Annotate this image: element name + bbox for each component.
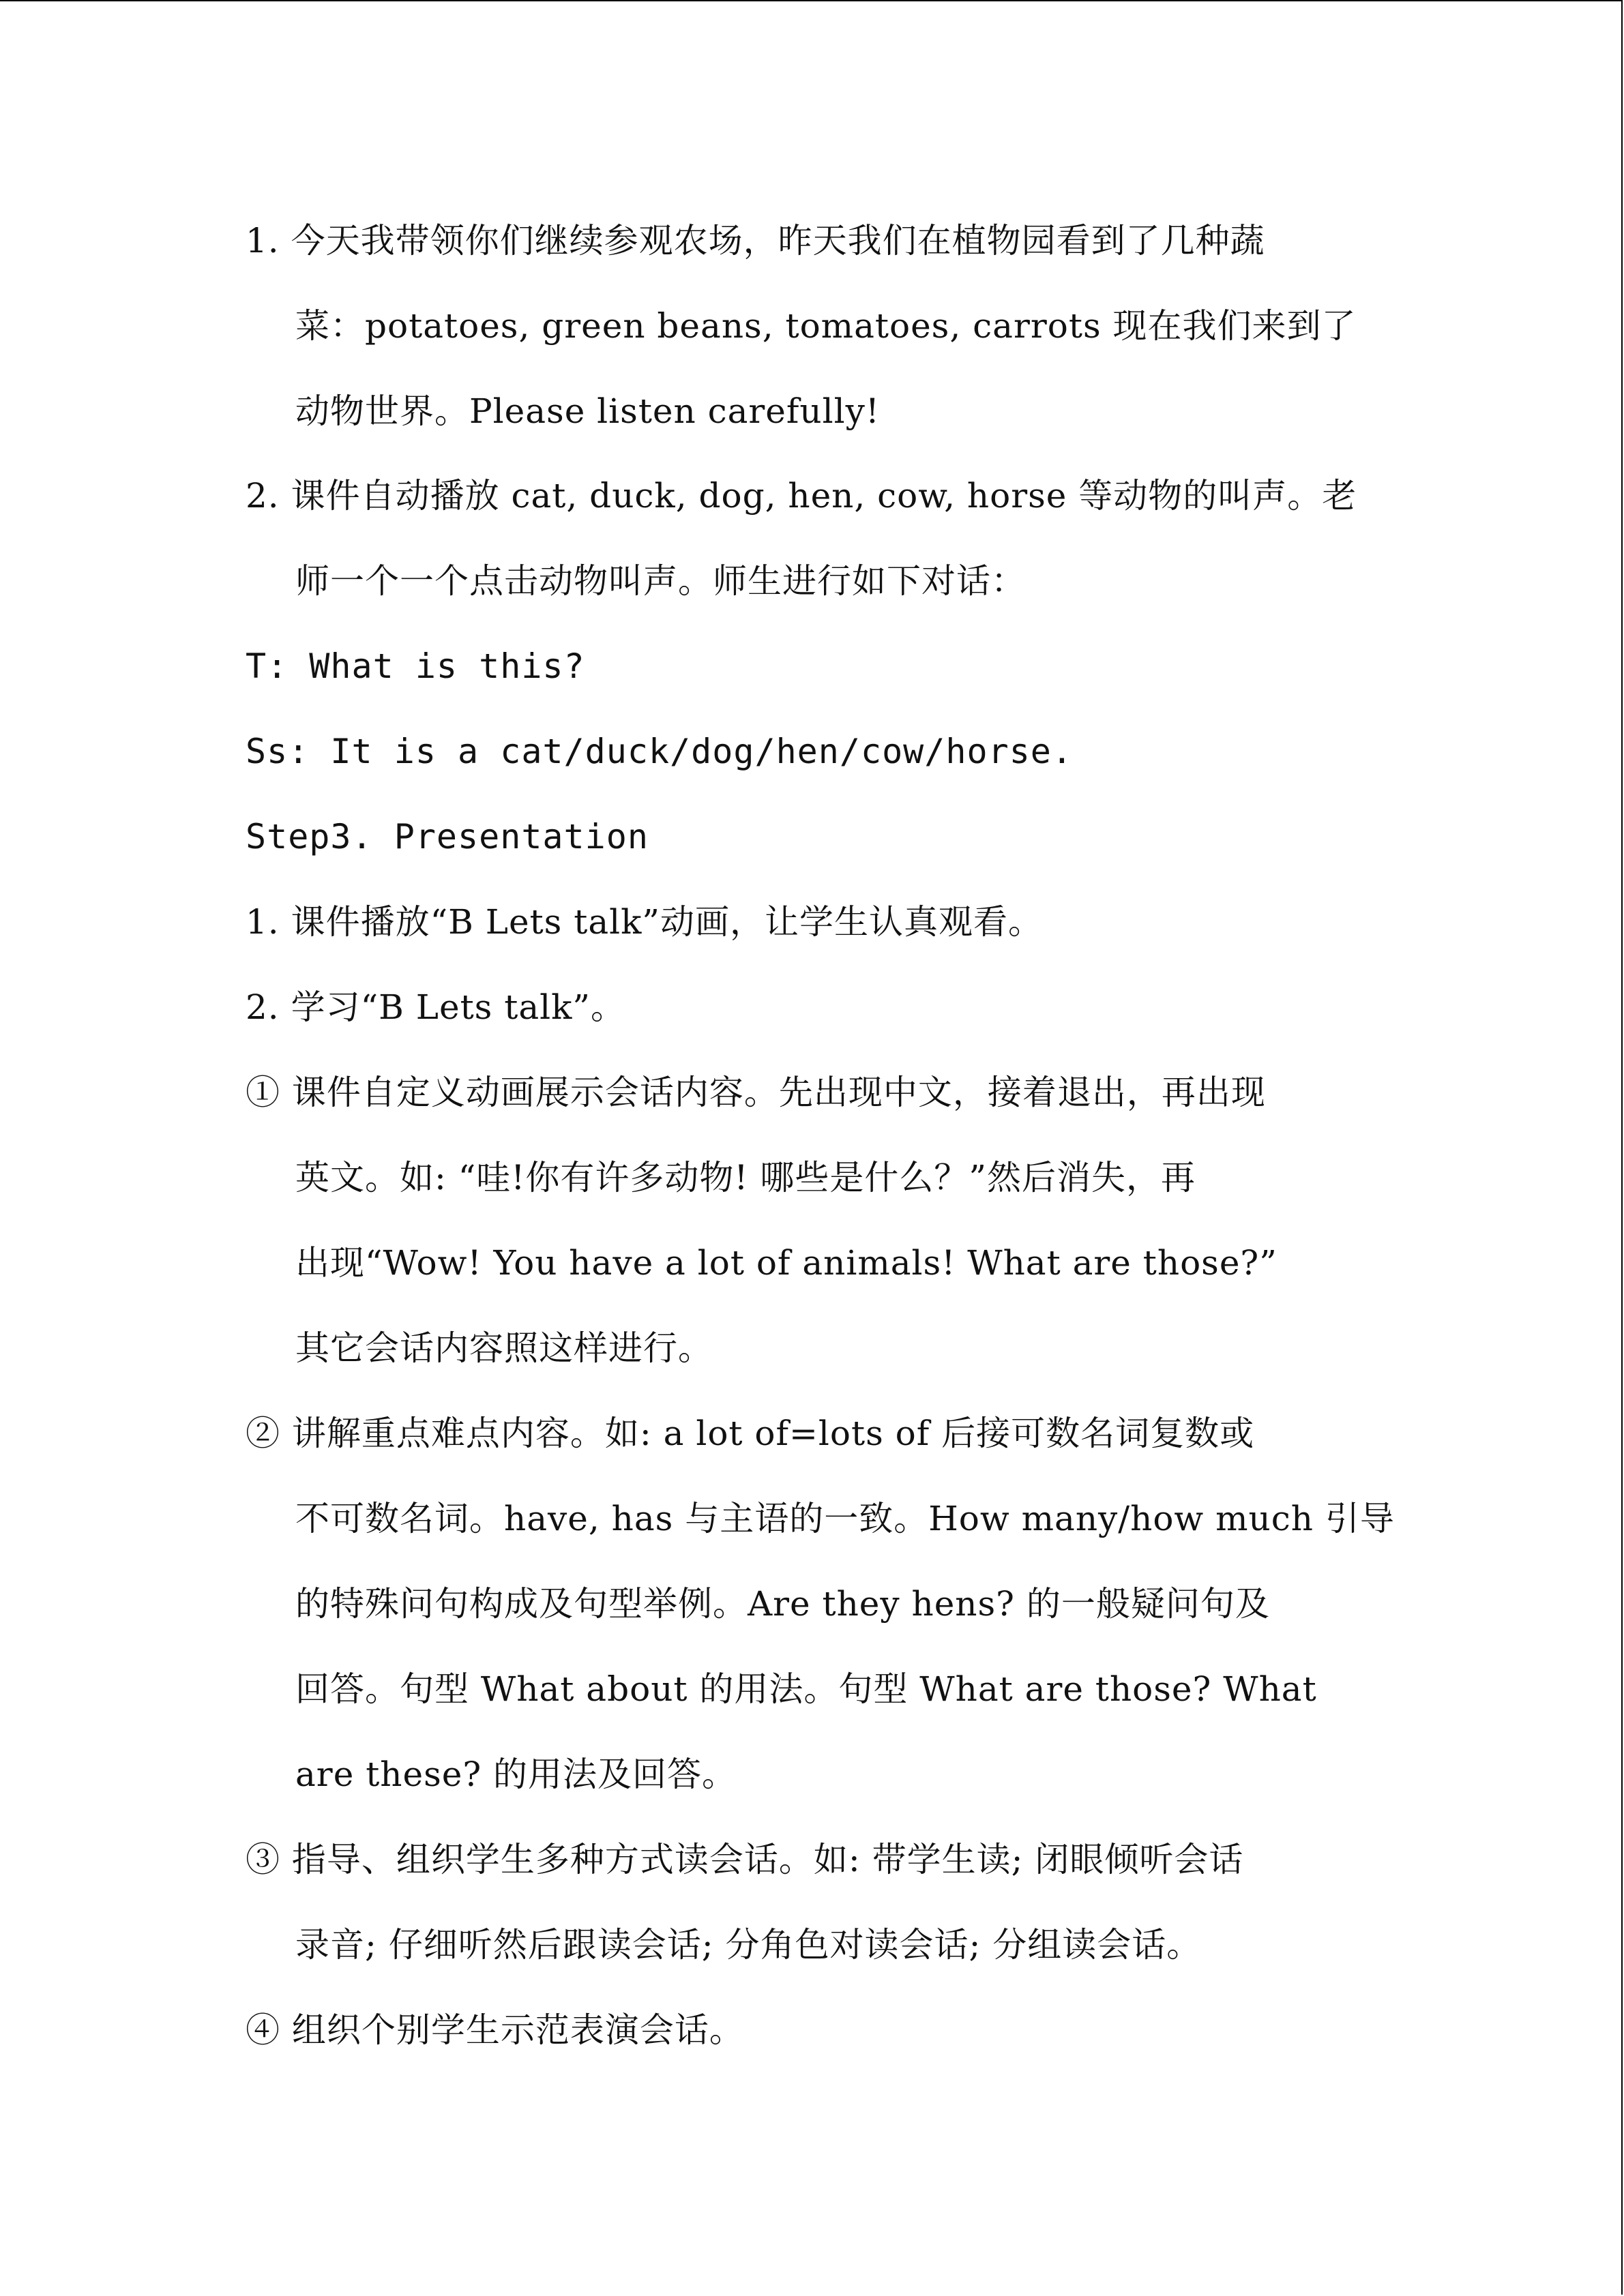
paragraph-line-22: ④ 组织个别学生示范表演会话。 xyxy=(246,2010,744,2050)
paragraph-line-18: 回答。句型 What about 的用法。句型 What are those? What xyxy=(295,1669,1317,1709)
section-heading-step3: Step3. Presentation xyxy=(246,817,649,856)
paragraph-line-5: 师一个一个点击动物叫声。师生进行如下对话： xyxy=(295,561,1026,601)
dialogue-students-line: Ss: It is a cat/duck/dog/hen/cow/horse. xyxy=(246,732,1073,771)
dialogue-teacher-line: T: What is this? xyxy=(246,646,585,686)
paragraph-line-2: 菜：potatoes, green beans, tomatoes, carrots 现在我们来到了 xyxy=(295,306,1357,346)
paragraph-line-3: 动物世界。Please listen carefully! xyxy=(295,391,880,431)
paragraph-line-15: ② 讲解重点难点内容。如: a lot of=lots of 后接可数名词复数或 xyxy=(246,1414,1255,1453)
paragraph-line-10: 2. 学习“B Lets talk”。 xyxy=(246,987,625,1027)
paragraph-line-14: 其它会话内容照这样进行。 xyxy=(295,1328,713,1368)
paragraph-line-1: 1. 今天我带领你们继续参观农场，昨天我们在植物园看到了几种蔬 xyxy=(246,221,1265,260)
paragraph-line-19: are these? 的用法及回答。 xyxy=(295,1755,737,1794)
paragraph-line-9: 1. 课件播放“B Lets talk”动画，让学生认真观看。 xyxy=(246,902,1043,942)
paragraph-line-16: 不可数名词。have, has 与主语的一致。How many/how much 引导 xyxy=(295,1499,1395,1538)
paragraph-line-20: ③ 指导、组织学生多种方式读会话。如: 带学生读; 闭眼倾听会话 xyxy=(246,1840,1244,1879)
paragraph-line-21: 录音; 仔细听然后跟读会话; 分角色对读会话; 分组读会话。 xyxy=(295,1925,1202,1965)
paragraph-line-4: 2. 课件自动播放 cat, duck, dog, hen, cow, horse 等动物的叫声。老 xyxy=(246,476,1357,516)
paragraph-line-11: ① 课件自定义动画展示会话内容。先出现中文，接着退出，再出现 xyxy=(246,1073,1266,1112)
paragraph-line-12: 英文。如: “哇!你有许多动物! 哪些是什么？”然后消失，再 xyxy=(295,1158,1196,1197)
paragraph-line-13: 出现“Wow! You have a lot of animals! What are those?” xyxy=(295,1243,1278,1283)
paragraph-line-17: 的特殊问句构成及句型举例。Are they hens? 的一般疑问句及 xyxy=(295,1584,1270,1624)
